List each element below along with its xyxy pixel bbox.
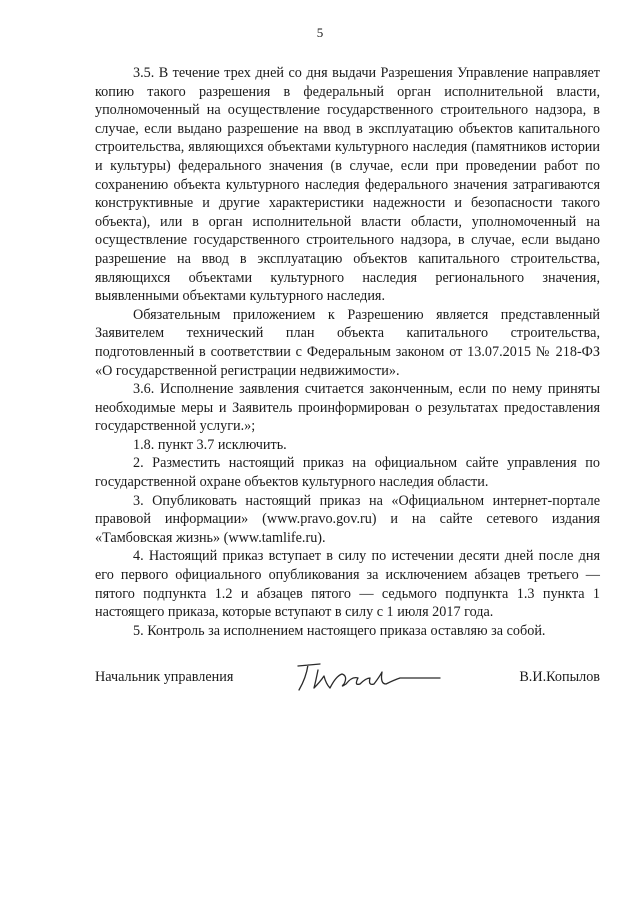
signature-block bbox=[95, 660, 600, 710]
paragraph-3: 3. Опубликовать настоящий приказ на «Официальном интернет-портале правовой информации» (www.pravo.gov.ru) и на сайте сетевого издания «Тамбовская жизнь» (www.tamlife.ru). bbox=[95, 492, 600, 546]
signatory-title: Начальник управления bbox=[95, 669, 234, 685]
document-body bbox=[95, 64, 600, 640]
paragraph-attachment: Обязательным приложением к Разрешению является представленный Заявителем технический план объекта капитального строительства, подготовленный в соответствии с Федеральным законом от 13.07.2015 № 218-ФЗ «О государственной регистрации недвижимости». bbox=[95, 306, 600, 379]
paragraph-2: 2. Разместить настоящий приказ на официальном сайте управления по государственной охране объектов культурного наследия области. bbox=[95, 455, 600, 491]
paragraph-3-6: 3.6. Исполнение заявления считается законченным, если по нему приняты необходимые меры и Заявитель проинформирован о результатах предоставления государственной услуги.»; bbox=[95, 381, 600, 435]
page-number: 5 bbox=[316, 25, 324, 40]
paragraph-4: 4. Настоящий приказ вступает в силу по истечении десяти дней после дня его первого официального опубликования за исключением абзацев третьего — пятого подпункта 1.2 и абзацев пятого — седьмого подпункта 1.3 пункта 1 настоящего приказа, которые вступают в силу с 1 июля 2017 года. bbox=[95, 548, 600, 621]
paragraph-1-8: 1.8. пункт 3.7 исключить. bbox=[133, 436, 287, 453]
paragraph-3-5: 3.5. В течение трех дней со дня выдачи Разрешения Управление направляет копию такого разрешения в федеральный орган исполнительной власти, уполномоченный на осуществление государственного строительного надзора, в случае, если выдано разрешение на ввод в эксплуатацию объектов капитального строительства, являющихся объектами культурного наследия (памятников истории и культуры) федерального значения (в случае, если при проведении работ по сохранению объекта культурного наследия федерального значения затрагиваются конструктивные и другие характеристики надежности и безопасности такого объекта), или в орган исполнительной власти области, уполномоченный на осуществление государственного строительного надзора, в случае, если выдано разрешение на ввод в эксплуатацию объектов капитального строительства, являющихся объектами культурного наследия регионального значения, выявленными объектами культурного наследия. bbox=[95, 65, 600, 305]
signatory-name: В.И.Копылов bbox=[519, 669, 600, 685]
paragraph-5: 5. Контроль за исполнением настоящего приказа оставляю за собой. bbox=[133, 622, 546, 639]
handwritten-signature bbox=[290, 654, 450, 698]
